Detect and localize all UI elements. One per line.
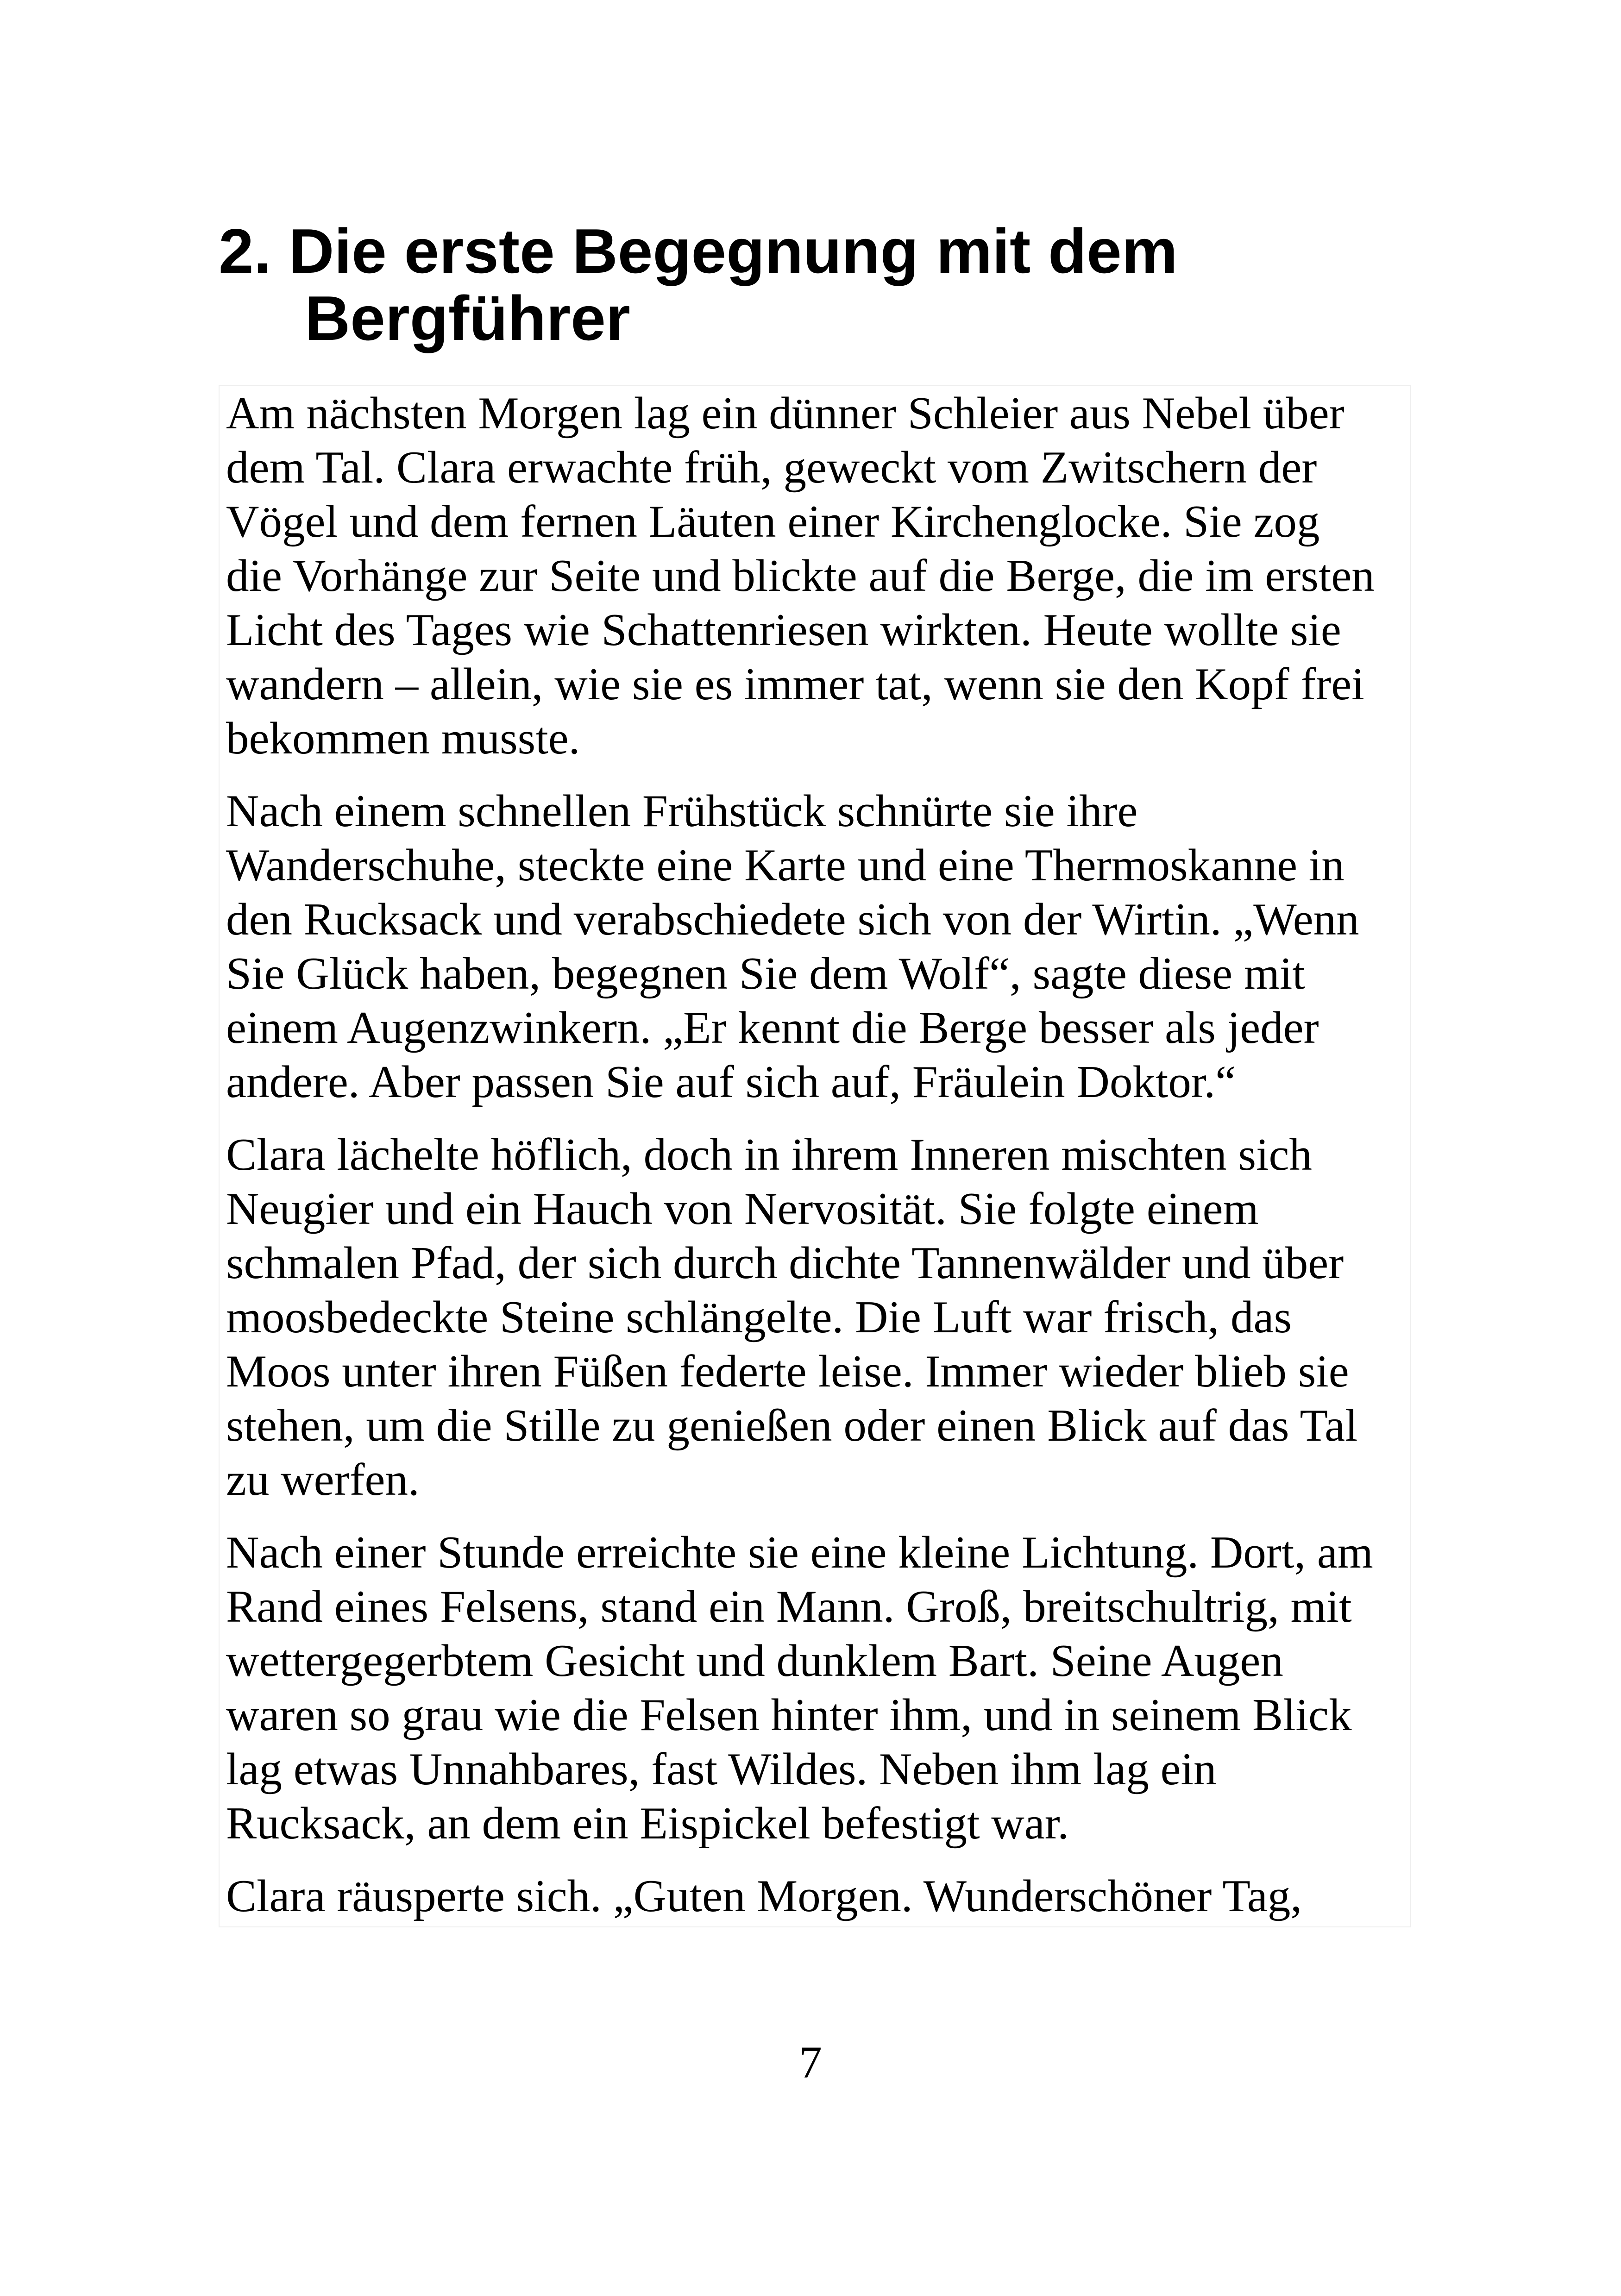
page-number: 7 <box>799 2037 822 2088</box>
text-line: zu werfen. <box>226 1455 420 1505</box>
text-line: Am nächsten Morgen lag ein dünner Schleier aus Nebel über <box>226 388 1345 439</box>
text-line: den Rucksack und verabschiedete sich von der Wirtin. „Wenn <box>226 894 1359 945</box>
paragraph-5 <box>226 1869 1410 1923</box>
text-line: moosbedeckte Steine schlängelte. Die Luft war frisch, das <box>226 1292 1292 1342</box>
text-line: Nach einer Stunde erreichte sie eine kleine Lichtung. Dort, am <box>226 1527 1373 1578</box>
text-line: Vögel und dem fernen Läuten einer Kirchenglocke. Sie zog <box>226 496 1320 547</box>
text-line: Nach einem schnellen Frühstück schnürte sie ihre <box>226 786 1138 836</box>
text-line: Neugier und ein Hauch von Nervosität. Sie folgte einem <box>226 1184 1259 1234</box>
text-line: wandern – allein, wie sie es immer tat, wenn sie den Kopf frei <box>226 659 1364 709</box>
text-line: Wanderschuhe, steckte eine Karte und eine Thermoskanne in <box>226 840 1345 891</box>
text-line: Clara räusperte sich. „Guten Morgen. Wunderschöner Tag, <box>226 1871 1302 1921</box>
text-line: lag etwas Unnahbares, fast Wildes. Neben ihm lag ein <box>226 1744 1217 1794</box>
text-line: Licht des Tages wie Schattenriesen wirkten. Heute wollte sie <box>226 605 1341 655</box>
text-line: andere. Aber passen Sie auf sich auf, Fräulein Doktor.“ <box>226 1057 1236 1107</box>
text-line: Sie Glück haben, begegnen Sie dem Wolf“, sagte diese mit <box>226 948 1305 999</box>
text-line: Clara lächelte höflich, doch in ihrem Inneren mischten sich <box>226 1129 1312 1180</box>
chapter-title <box>219 218 1469 352</box>
text-line: wettergegerbtem Gesicht und dunklem Bart. Seine Augen <box>226 1636 1283 1686</box>
chapter-title-line-2: Bergführer <box>305 283 630 353</box>
text-line: Rand eines Felsens, stand ein Mann. Groß, breitschultrig, mit <box>226 1581 1352 1632</box>
paragraph-1 <box>226 386 1410 765</box>
text-line: die Vorhänge zur Seite und blickte auf die Berge, die im ersten <box>226 551 1375 601</box>
paragraph-2 <box>226 784 1410 1109</box>
text-line: Moos unter ihren Füßen federte leise. Immer wieder blieb sie <box>226 1346 1349 1397</box>
text-line: dem Tal. Clara erwachte früh, geweckt vom Zwitschern der <box>226 442 1317 493</box>
text-line: stehen, um die Stille zu genießen oder einen Blick auf das Tal <box>226 1400 1358 1451</box>
text-line: schmalen Pfad, der sich durch dichte Tannenwälder und über <box>226 1238 1344 1288</box>
text-line: waren so grau wie die Felsen hinter ihm, und in seinem Blick <box>226 1690 1352 1740</box>
text-frame <box>219 385 1411 1927</box>
text-line: bekommen musste. <box>226 713 580 764</box>
chapter-title-line-1: 2. Die erste Begegnung mit dem <box>219 216 1178 286</box>
text-line: Rucksack, an dem ein Eispickel befestigt war. <box>226 1798 1069 1849</box>
paragraph-4 <box>226 1525 1410 1851</box>
paragraph-3 <box>226 1128 1410 1507</box>
text-line: einem Augenzwinkern. „Er kennt die Berge besser als jeder <box>226 1003 1319 1053</box>
